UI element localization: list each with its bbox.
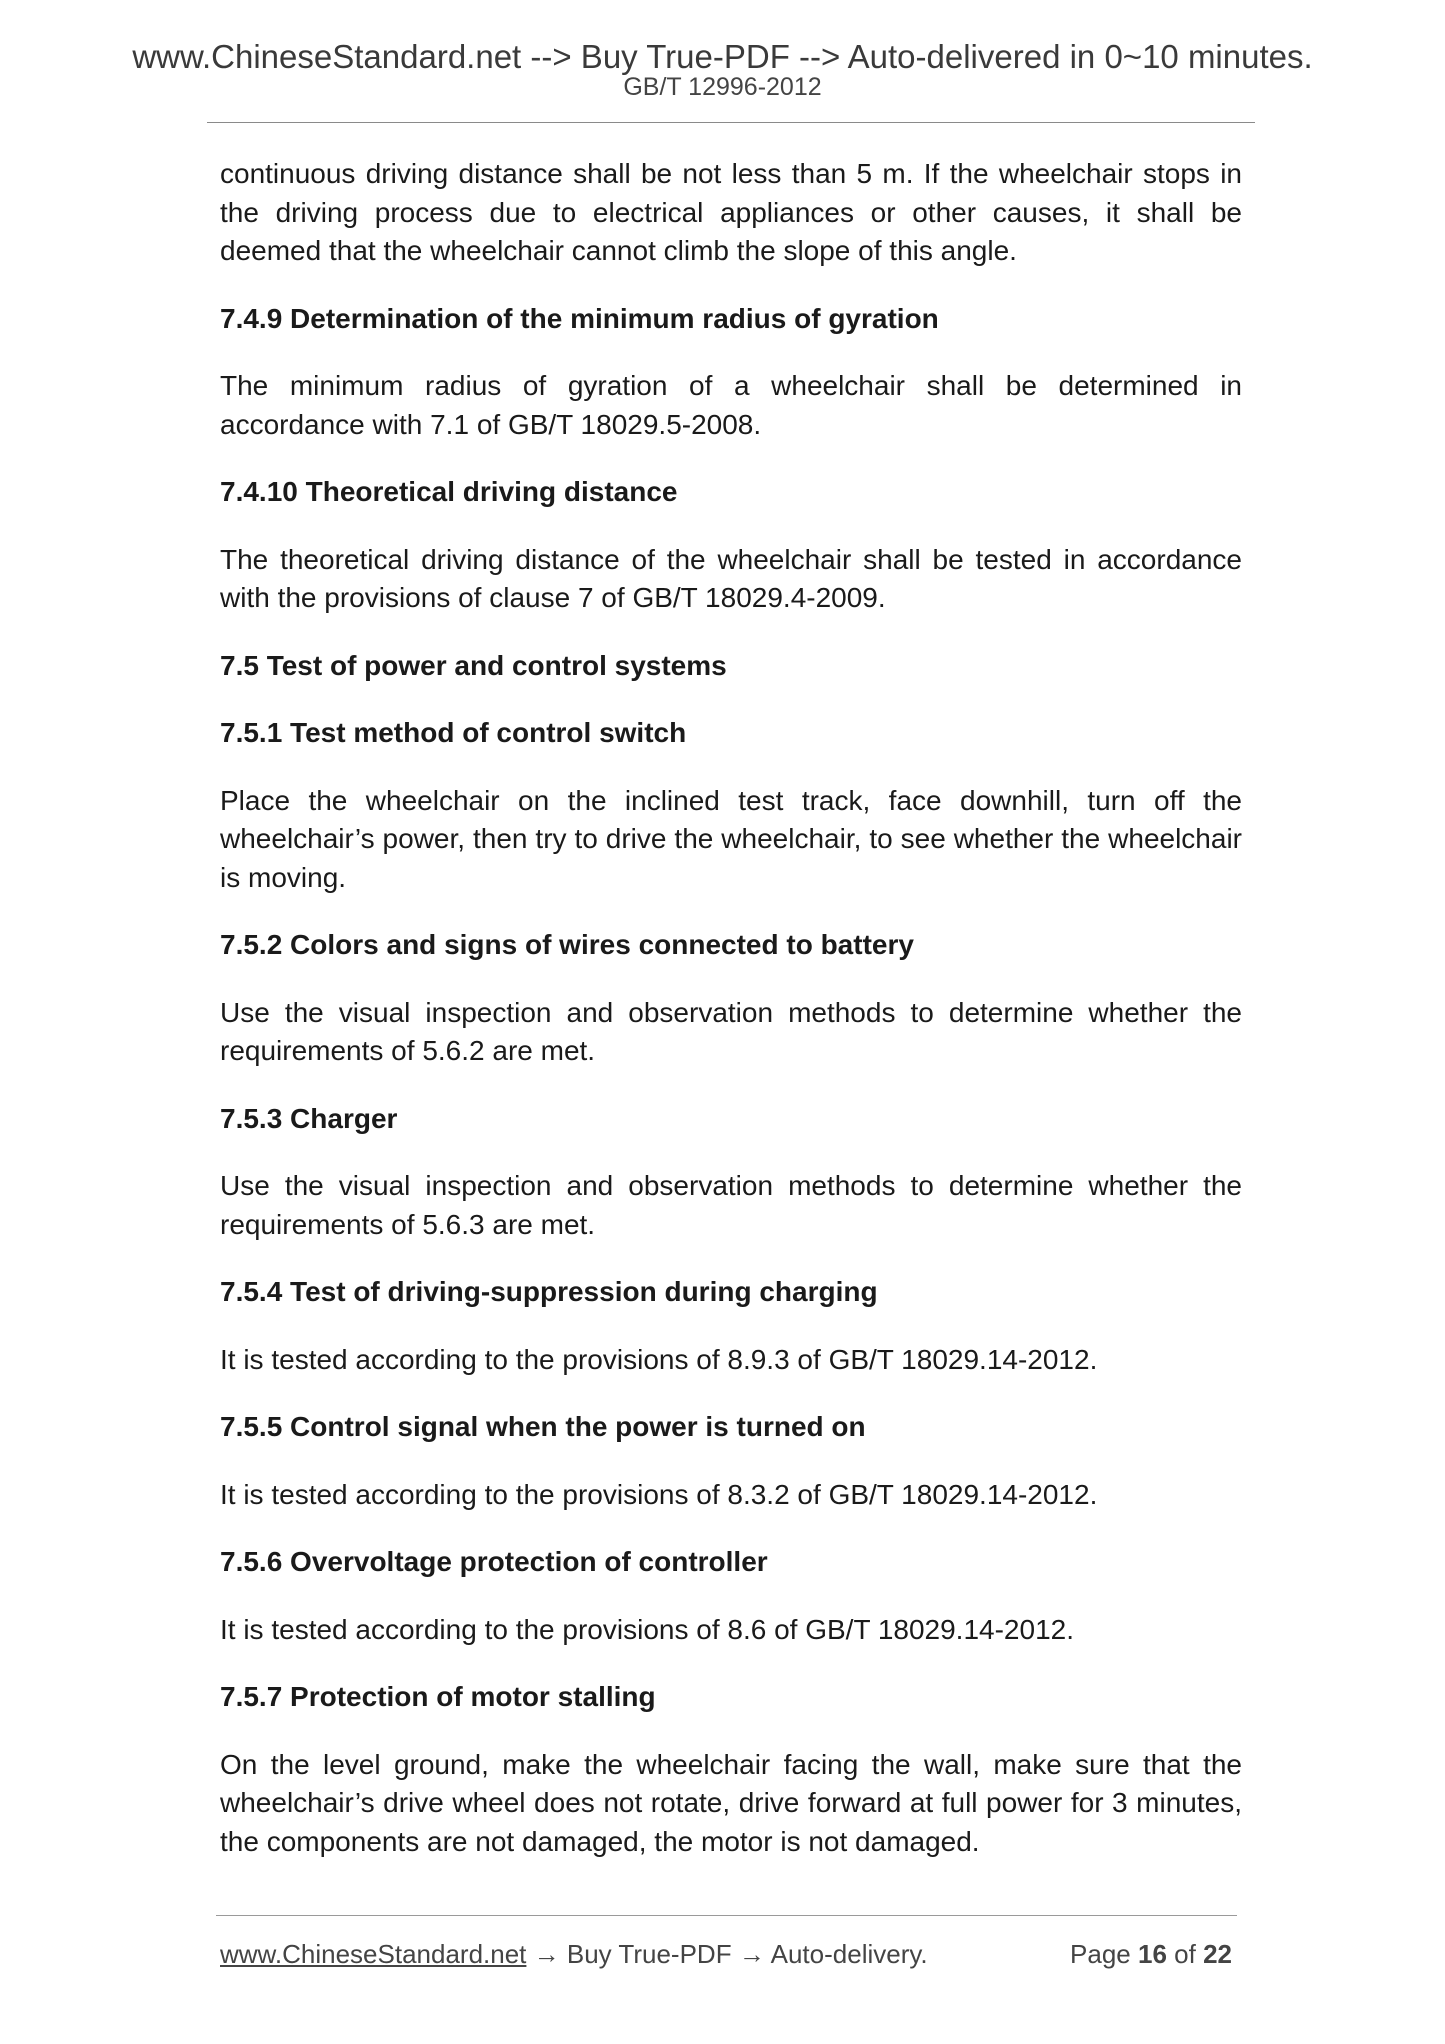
footer-site-link[interactable]: www.ChineseStandard.net: [220, 1939, 527, 1969]
section-heading: 7.5.5 Control signal when the power is turned on: [220, 1411, 866, 1442]
arrow-right-icon: →: [533, 1939, 560, 1969]
footer-delivery-text: Auto-delivery.: [770, 1939, 928, 1969]
section-heading: 7.5.2 Colors and signs of wires connected to battery: [220, 929, 914, 960]
arrow-right-icon: →: [738, 1939, 765, 1969]
section-heading: 7.5.4 Test of driving-suppression during charging: [220, 1276, 878, 1307]
page-indicator: [1070, 1937, 1232, 1971]
paragraph: The minimum radius of gyration of a wheelchair shall be determined in accordance with 7.1 of GB/T 18029.5-2008.: [220, 370, 1242, 440]
paragraph: It is tested according to the provisions of 8.6 of GB/T 18029.14-2012.: [220, 1613, 1074, 1645]
page-content: [220, 155, 1242, 1890]
section-heading: 7.4.10 Theoretical driving distance: [220, 476, 678, 507]
footer-divider: [216, 1915, 1237, 1916]
section-heading: 7.5.6 Overvoltage protection of controller: [220, 1546, 768, 1577]
paragraph: Use the visual inspection and observation methods to determine whether the requirements of 5.6.3 are met.: [220, 1170, 1242, 1240]
paragraph: It is tested according to the provisions of 8.9.3 of GB/T 18029.14-2012.: [220, 1343, 1098, 1375]
section-heading: 7.5.7 Protection of motor stalling: [220, 1681, 656, 1712]
of-label: of: [1174, 1939, 1196, 1969]
paragraph: continuous driving distance shall be not less than 5 m. If the wheelchair stops in the driving process due to electrical appliances or other causes, it shall be deemed that the wheelchair cannot climb the slope of this angle.: [220, 158, 1242, 266]
section-heading: 7.4.9 Determination of the minimum radius of gyration: [220, 302, 939, 334]
footer-promo: [220, 1937, 928, 1971]
paragraph: It is tested according to the provisions of 8.3.2 of GB/T 18029.14-2012.: [220, 1478, 1098, 1510]
paragraph: The theoretical driving distance of the wheelchair shall be tested in accordance with the provisions of clause 7 of GB/T 18029.4-2009.: [220, 543, 1242, 613]
page-number: 16: [1138, 1939, 1167, 1969]
total-pages: 22: [1203, 1939, 1232, 1969]
top-banner: www.ChineseStandard.net --> Buy True-PDF --> Auto-delivered in 0~10 minutes.: [132, 38, 1313, 75]
paragraph: Place the wheelchair on the inclined test track, face downhill, turn off the wheelchair’s power, then try to drive the wheelchair, to see whether the wheelchair is moving.: [220, 784, 1242, 893]
section-heading: 7.5 Test of power and control systems: [220, 649, 727, 681]
section-heading: 7.5.3 Charger: [220, 1102, 398, 1134]
paragraph: On the level ground, make the wheelchair facing the wall, make sure that the wheelchair’s drive wheel does not rotate, drive forward at full power for 3 minutes, the components are not damaged, the motor is not damaged.: [220, 1748, 1242, 1857]
footer-buy-text: Buy True-PDF: [566, 1939, 732, 1969]
section-heading: 7.5.1 Test method of control switch: [220, 717, 687, 748]
page-footer: [220, 1937, 1232, 1971]
header-divider: [207, 122, 1255, 123]
page-label: Page: [1070, 1939, 1131, 1969]
paragraph: Use the visual inspection and observation methods to determine whether the requirements of 5.6.2 are met.: [220, 996, 1242, 1066]
document-code: GB/T 12996-2012: [623, 73, 822, 101]
